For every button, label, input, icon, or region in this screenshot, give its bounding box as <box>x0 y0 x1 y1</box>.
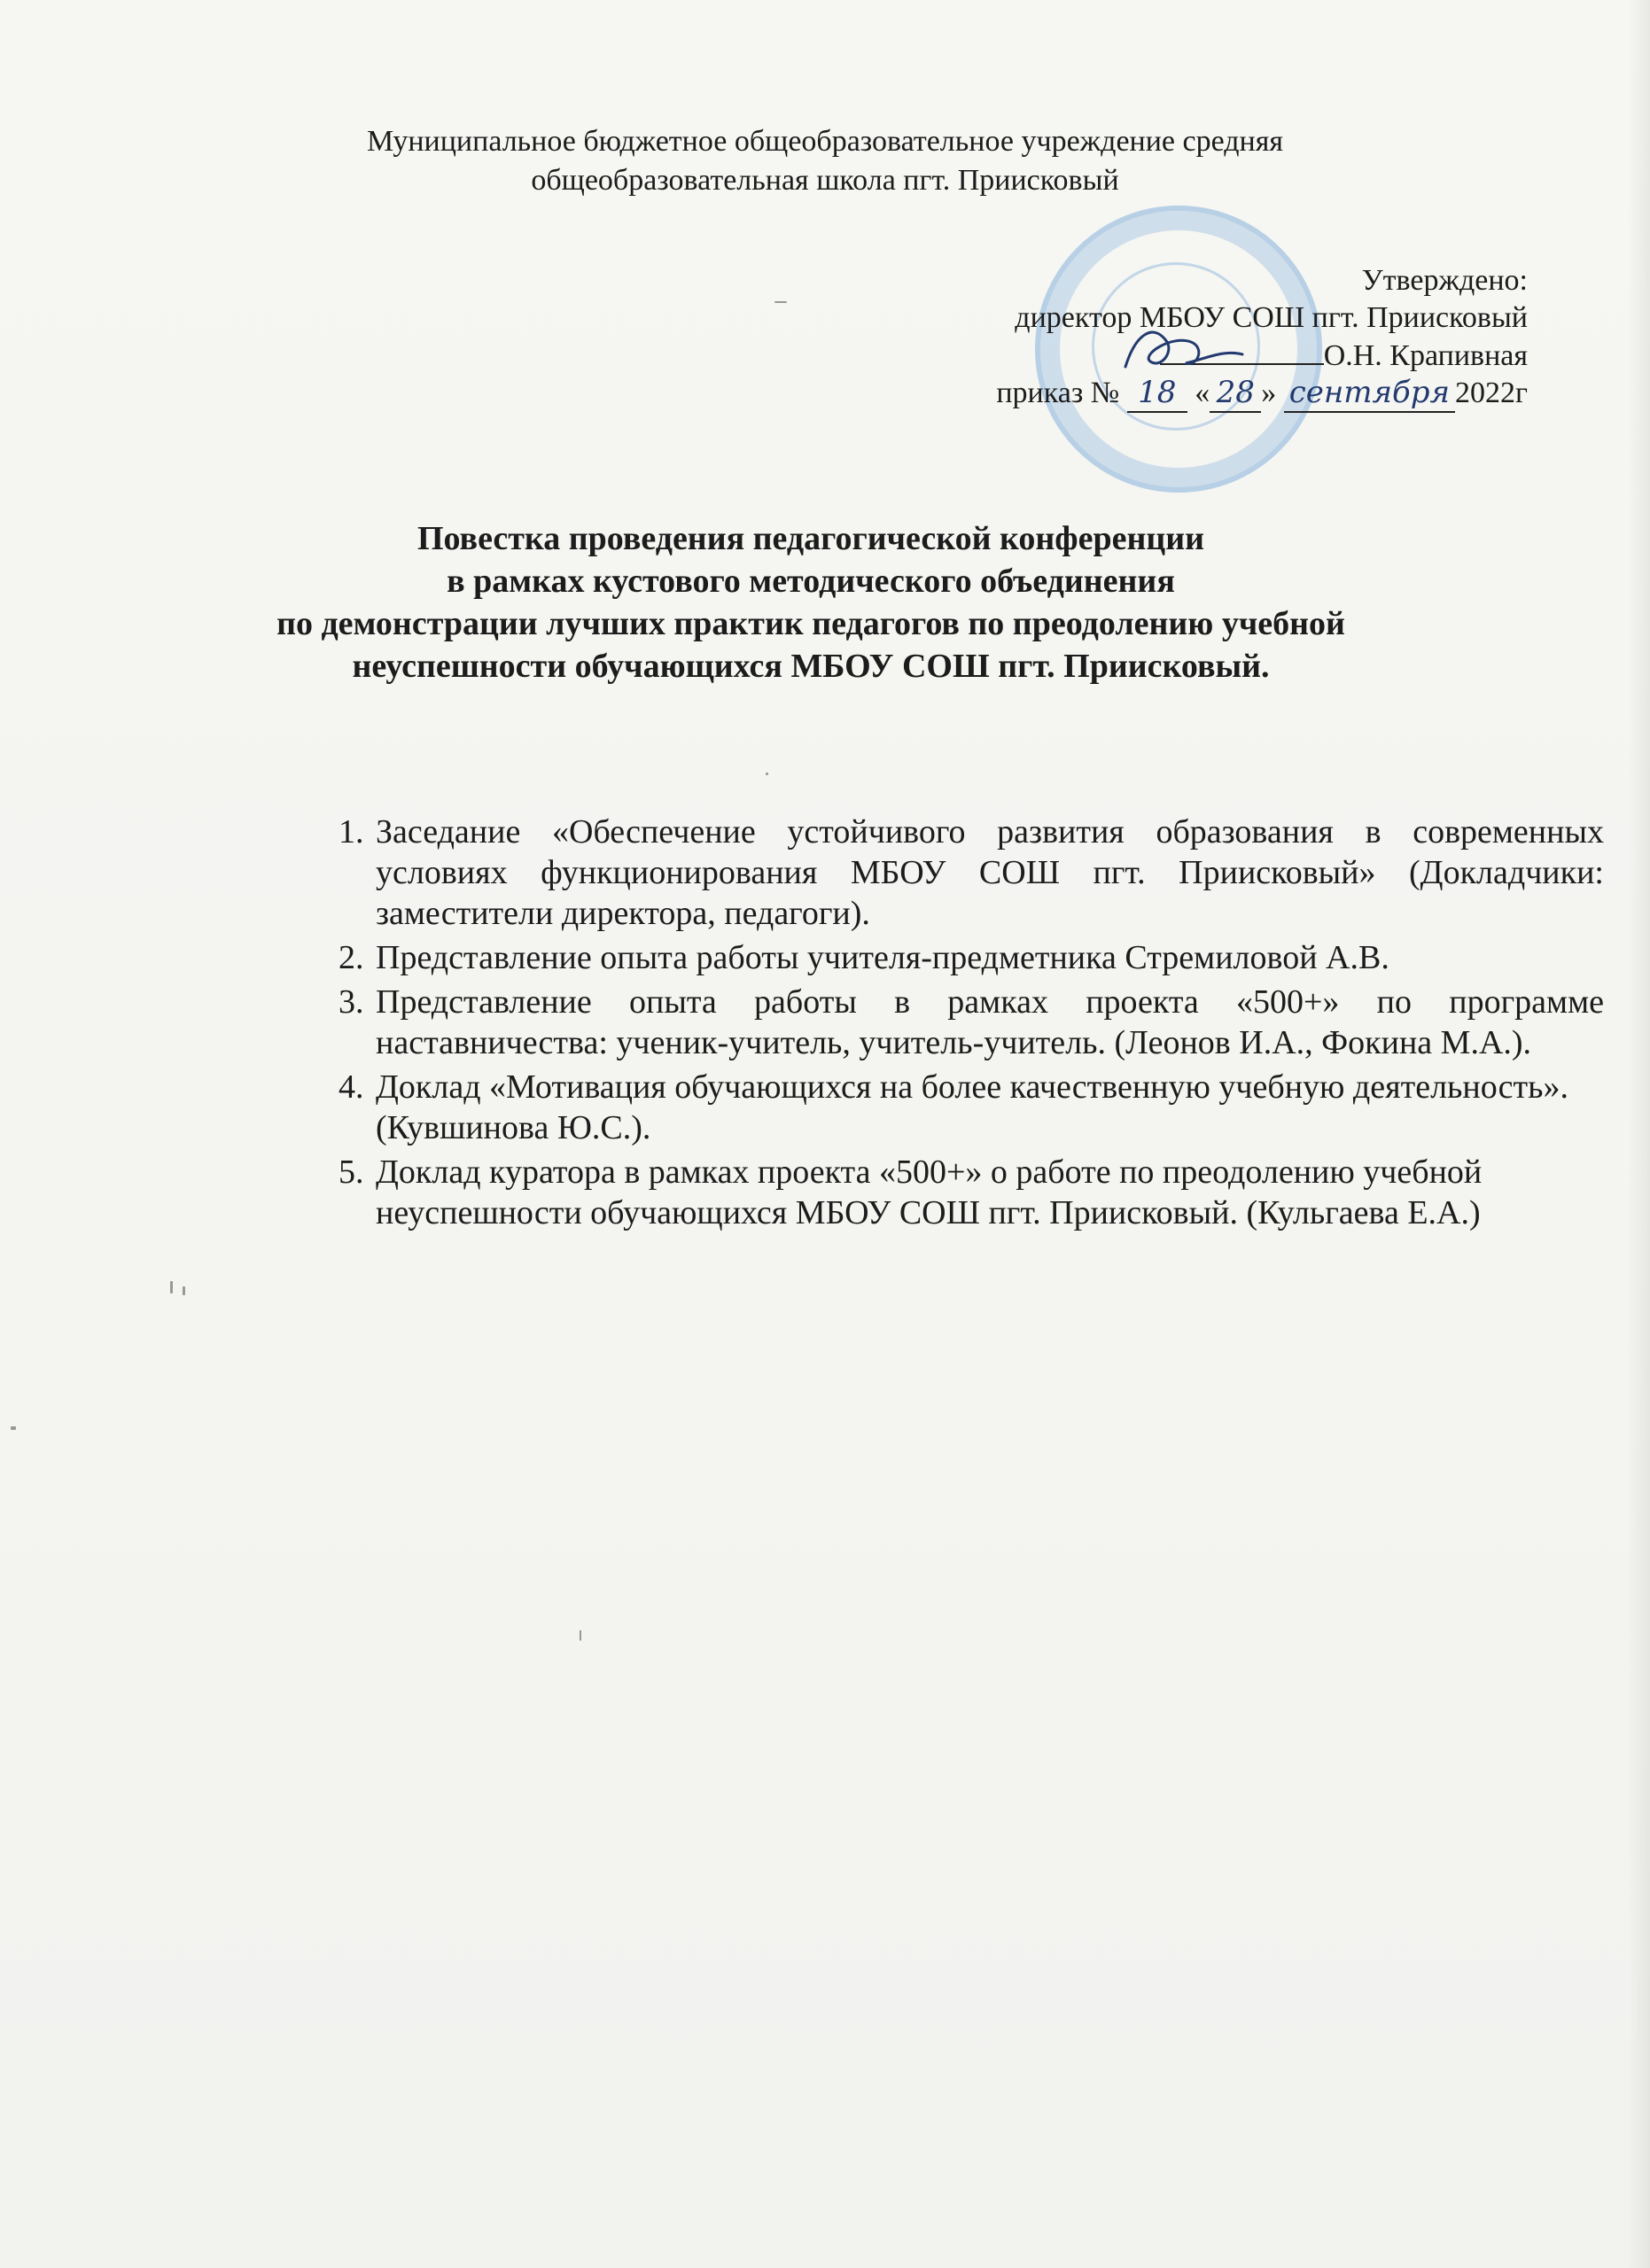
order-day: 28 <box>1210 374 1261 413</box>
order-number: 18 <box>1127 374 1187 413</box>
signer-name: О.Н. Крапивная <box>1323 339 1528 372</box>
document-title <box>0 517 1622 687</box>
title-line-4: неуспешности обучающихся МБОУ СОШ пгт. Приисковый. <box>352 648 1270 685</box>
speck <box>766 773 768 775</box>
order-prefix: приказ № <box>996 377 1120 409</box>
agenda-item: 4. Доклад «Мотивация обучающихся на более качественную учебную деятельность». (Кувшинова Ю.С.). <box>372 1067 1604 1148</box>
agenda-item: 5. Доклад куратора в рамках проекта «500+» о работе по преодолению учебной неуспешности обучающихся МБОУ СОШ пгт. Приисковый. (Кульгаева Е.А.) <box>372 1152 1604 1233</box>
handwritten-signature <box>1118 315 1251 379</box>
title-line-1: Повестка проведения педагогической конференции <box>416 520 1205 557</box>
order-year: 2022г <box>1455 377 1528 409</box>
agenda-item: 2. Представление опыта работы учителя-предметника Стремиловой А.В. <box>372 937 1604 978</box>
agenda-list <box>307 812 1604 1237</box>
title-line-2: в рамках кустового методического объединения <box>447 563 1175 600</box>
order-month: сентября <box>1284 374 1455 413</box>
speck <box>11 1426 16 1430</box>
scan-edge-shadow <box>1627 0 1650 2268</box>
approved-heading: Утверждено: <box>1361 264 1528 297</box>
speck <box>170 1281 173 1293</box>
agenda-item: 3. Представление опыта работы в рамках проекта «500+» по программе наставничества: ученик-учитель, учитель-учитель. (Леонов И.А., Фокина М.А.). <box>372 982 1604 1063</box>
director-title: директор МБОУ СОШ пгт. Приисковый <box>1015 301 1528 334</box>
speck <box>774 301 787 303</box>
order-day-open: « <box>1195 377 1210 409</box>
title-line-3: по демонстрации лучших практик педагогов по преодолению учебной <box>276 605 1345 642</box>
agenda-item: 1. Заседание «Обеспечение устойчивого развития образования в современных условиях функционирования МБОУ СОШ пгт. Приисковый» (Докладчики: заместители директора, педагоги). <box>372 812 1604 934</box>
order-day-close: » <box>1261 377 1277 409</box>
speck <box>183 1286 185 1295</box>
institution-name-line-1: Муниципальное бюджетное общеобразовательное учреждение средняя <box>366 125 1284 158</box>
speck <box>580 1630 581 1641</box>
institution-header <box>0 122 1650 200</box>
order-line <box>730 374 1528 411</box>
institution-name-line-2: общеобразовательная школа пгт. Приисковый <box>531 164 1119 197</box>
